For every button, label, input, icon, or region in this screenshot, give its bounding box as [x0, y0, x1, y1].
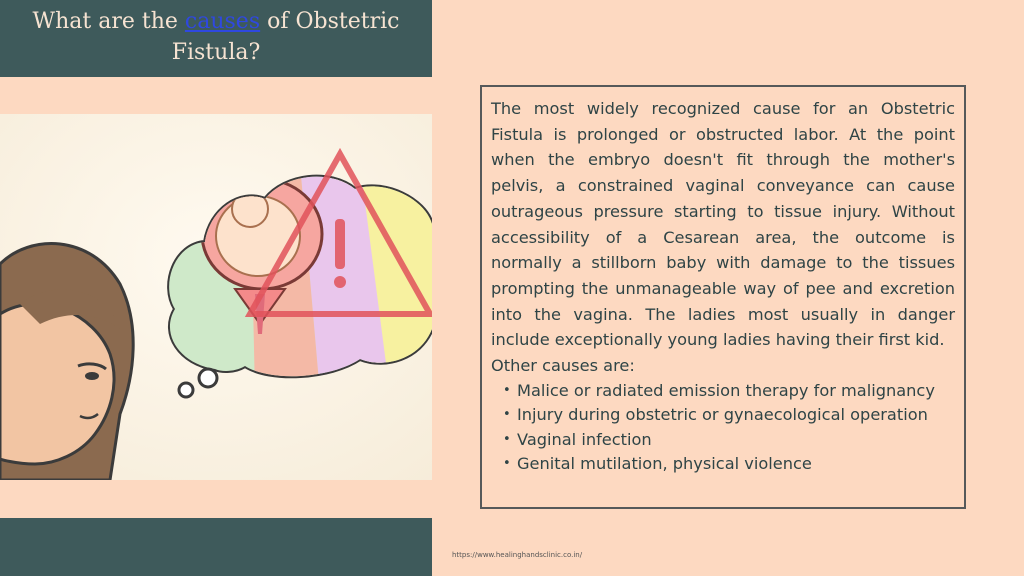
- list-item: • Genital mutilation, physical violence: [503, 452, 955, 477]
- footer-bar: [0, 518, 432, 576]
- page-title: What are the causes of Obstetric Fistula?: [32, 9, 400, 65]
- causes-paragraph: The most widely recognized cause for an Obstetric Fistula is prolonged or obstructed labor. At the point when the embryo doesn't fit through the mother's pelvis, a constrained vaginal conveyance can cause outrageous pressure starting to tissue injury. Without accessibility of a Cesarean area, the outcome is normally a stillborn baby with damage to the tissues prompting the unmanageable way of pee and excretion into the vagina. The ladies most usually in danger include exceptionally young ladies having their first kid.: [491, 99, 955, 350]
- woman-thinking-illustration-icon: [0, 114, 432, 480]
- illustration: [0, 114, 432, 480]
- list-item: • Malice or radiated emission therapy for malignancy: [503, 379, 955, 404]
- footer-url: https://www.healinghandsclinic.co.in/: [452, 551, 583, 559]
- causes-link[interactable]: causes: [184, 9, 261, 34]
- list-item: • Vaginal infection: [503, 428, 955, 453]
- content-box: [480, 85, 966, 509]
- other-causes-heading: Other causes are:: [491, 356, 635, 376]
- title-bar: [0, 0, 432, 77]
- other-causes-list: [491, 379, 955, 477]
- list-item: • Injury during obstetric or gynaecological operation: [503, 403, 955, 428]
